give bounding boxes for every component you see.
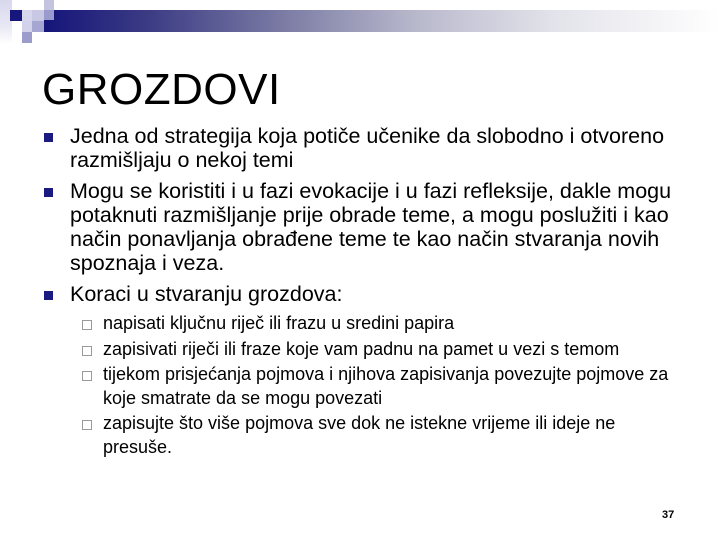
sub-bullet-text: napisati ključnu riječ ili frazu u sredini papira [103,313,455,333]
sub-bullet-text: tijekom prisjećanja pojmova i njihova zapisivanja povezujte pojmove za koje smatrate da se mogu povezati [103,364,669,408]
decorative-square-light [22,21,32,32]
sub-bullet-text: zapisivati riječi ili fraze koje vam padnu na pamet u vezi s temom [103,338,620,359]
bullet-item [44,179,694,275]
decorative-square-light [32,10,44,21]
header-gradient-bar [44,10,720,32]
filled-square-bullet-icon [44,133,53,142]
filled-square-bullet-icon [44,188,53,197]
sub-bullet-list [82,312,706,459]
sub-bullet-item [82,312,683,336]
decorative-left-strip [0,0,12,44]
bullet-text: Jedna od strategija koja potiče učenike da slobodno i otvoreno razmišljaju o nekoj temi [70,124,665,172]
sub-bullet-item [82,412,683,459]
decorative-square-top [44,0,54,10]
decorative-square-dark [10,10,22,21]
sub-bullet-text: zapisujte što više pojmova sve dok ne istekne vrijeme ili ideje ne presuše. [103,413,616,457]
page-number: 37 [662,509,675,521]
bullet-text: Koraci u stvaranju grozdova: [70,282,343,306]
sub-bullet-item [82,338,683,362]
bullet-text: Mogu se koristiti i u fazi evokacije i u fazi refleksije, dakle mogu potaknuti razmišljanje prije obrade teme, a mogu poslužiti i kao način ponavljanja obrađene teme te kao način stvaranja novih spoznaja i veza. [70,179,672,275]
decorative-square-overlay [44,10,54,20]
hollow-square-bullet-icon [82,420,92,430]
hollow-square-bullet-icon [82,371,92,381]
slide-title: GROZDOVI [42,65,281,114]
sub-bullet-item [82,363,683,410]
decorative-square-medium [22,32,32,43]
bullet-item [44,282,694,459]
hollow-square-bullet-icon [82,346,92,356]
bullet-list [44,124,694,466]
filled-square-bullet-icon [44,291,53,300]
bullet-item [44,124,694,172]
decorative-square-light [22,10,32,21]
hollow-square-bullet-icon [82,320,92,330]
decorative-square-medium [32,21,44,32]
